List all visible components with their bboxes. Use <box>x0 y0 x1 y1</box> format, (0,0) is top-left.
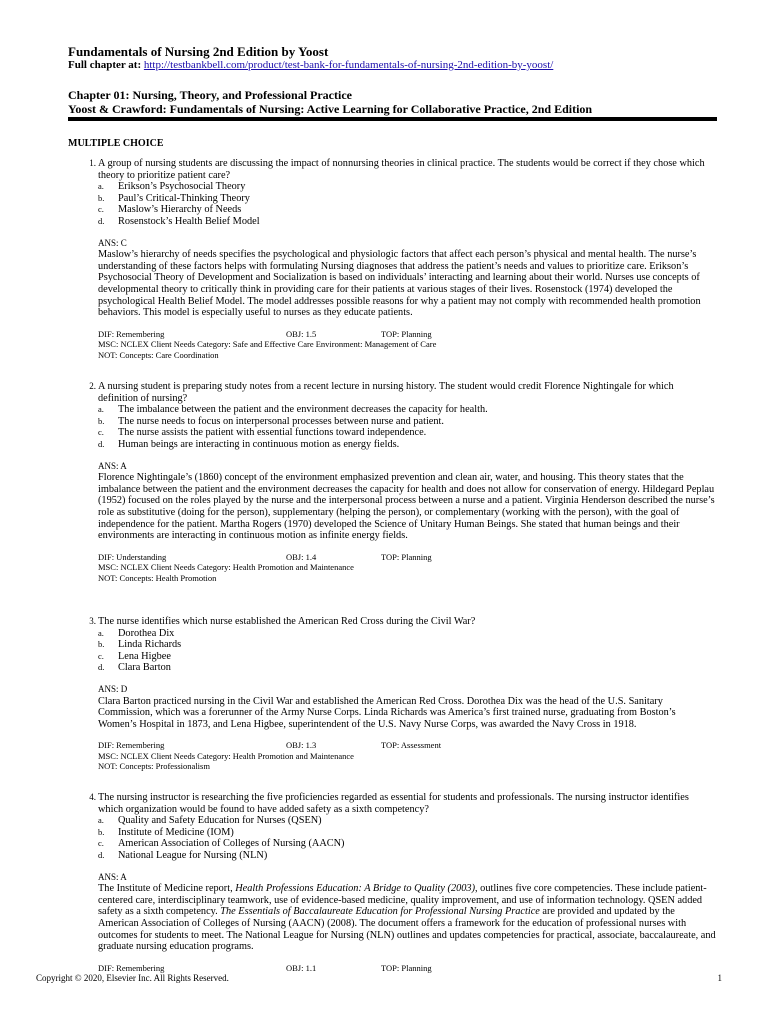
question-1 <box>68 158 718 360</box>
objective: OBJ: 1.5 <box>286 328 317 339</box>
objective: OBJ: 1.3 <box>286 740 317 751</box>
book-title: Fundamentals of Nursing 2nd Edition by Yoost <box>68 44 329 59</box>
difficulty: DIF: Remembering <box>98 328 165 339</box>
answer: ANS: D <box>98 683 128 694</box>
notes: NOT: Concepts: Health Promotion <box>98 572 217 583</box>
rationale: Maslow’s hierarchy of needs specifies the psychological and physiologic factors that affect each person’s physical and mental health. The nurse’s understanding of these factors helps with formulating Nursing diagnoses that address the patient’s needs and values to prioritize care. Erikson’s Psychosocial Theory of Development and Socialization is based on individuals’ interacting and learning about their world. Nurses use concepts of developmental theory to critically think in providing care for their patients at various stages of their lives. Rosenstock (1974) developed the psychological Health Belief Model. The model addresses possible reasons for why a patient may not comply with recommended health promotion behaviors. This model is especially useful to nurses as they educate patients. <box>98 249 701 319</box>
question-4 <box>68 792 718 973</box>
msc: MSC: NCLEX Client Needs Category: Safe and Effective Care Environment: Management of Care <box>98 339 437 350</box>
option-a: a. Dorothea Dix <box>98 627 175 639</box>
difficulty: DIF: Understanding <box>98 551 167 562</box>
book-subtitle: Yoost & Crawford: Fundamentals of Nursing: Active Learning for Collaborative Practice, 2nd Edition <box>68 102 593 116</box>
option-a: a. The imbalance between the patient and the environment decreases the capacity for health. <box>98 404 488 416</box>
option-b: b. Institute of Medicine (IOM) <box>98 826 234 838</box>
option-d: d. Clara Barton <box>98 662 171 674</box>
question-metadata <box>98 740 718 772</box>
option-c: c. Maslow’s Hierarchy of Needs <box>98 204 242 216</box>
copyright-footer: Copyright © 2020, Elsevier Inc. All Rights Reserved. <box>36 973 229 983</box>
question-stem: A group of nursing students are discussing the impact of nonnursing theories in clinical practice. The students would be correct if they chose which theory to prioritize patient care? <box>98 158 705 181</box>
notes: NOT: Concepts: Care Coordination <box>98 349 219 360</box>
full-chapter-link[interactable]: http://testbankbell.com/product/test-bank-for-fundamentals-of-nursing-2nd-edition-by-yoost/ <box>143 59 554 71</box>
answer: ANS: A <box>98 871 127 882</box>
full-chapter-line <box>68 59 553 71</box>
rationale: Clara Barton practiced nursing in the Civil War and established the American Red Cross. Dorothea Dix was the head of the U.S. Sanitary Commission, which was a forerunner of the Army Nurse Corps. Linda Richards was America’s first trained nurse, graduating from Boston’s Women’s Hospital in 1873, and Lena Higbee, superintendent of the U.S. Navy Nurse Corps, was awarded the Navy Cross in 1918. <box>98 695 676 730</box>
option-b: b. Paul’s Critical-Thinking Theory <box>98 192 250 204</box>
question-3 <box>68 616 718 772</box>
answer: ANS: A <box>98 460 127 471</box>
page-number: 1 <box>717 973 722 983</box>
question-metadata <box>98 329 718 361</box>
question-metadata <box>98 963 718 974</box>
option-a: a. Quality and Safety Education for Nurses (QSEN) <box>98 815 322 827</box>
objective: OBJ: 1.1 <box>286 962 317 973</box>
option-c: c. Lena Higbee <box>98 650 171 662</box>
question-2 <box>68 381 718 583</box>
option-a: a. Erikson’s Psychosocial Theory <box>98 181 246 193</box>
msc: MSC: NCLEX Client Needs Category: Health Promotion and Maintenance <box>98 562 354 573</box>
option-d: d. Rosenstock’s Health Belief Model <box>98 215 260 227</box>
msc: MSC: NCLEX Client Needs Category: Health Promotion and Maintenance <box>98 750 354 761</box>
chapter-title: Chapter 01: Nursing, Theory, and Professional Practice <box>68 88 352 102</box>
option-b: b. The nurse needs to focus on interpersonal processes between nurse and patient. <box>98 415 444 427</box>
option-d: d. National League for Nursing (NLN) <box>98 849 268 861</box>
section-title: MULTIPLE CHOICE <box>68 138 164 149</box>
topic: TOP: Planning <box>381 328 432 339</box>
question-number: 4. <box>89 792 96 802</box>
topic: TOP: Assessment <box>381 740 442 751</box>
topic: TOP: Planning <box>381 551 432 562</box>
question-stem: The nursing instructor is researching the five proficiencies regarded as essential for students and professionals. The nursing instructor identifies which organization would be found to have added safety as a sixth competency? <box>98 792 689 815</box>
chapter-heading <box>68 88 592 116</box>
rationale: The Institute of Medicine report, Health Professions Education: A Bridge to Quality (2003), outlines five core competencies. These include patient-centered care, interdisciplinary teamwork, use of evidence-based medicine, quality improvement, and use of information technology. QSEN added safety as a sixth competency. The Essentials of Baccalaureate Education for Professional Nursing Practice are provided and updated by the American Association of Colleges of Nursing (AACN) (2008). The document offers a framework for the education of professional nurses with outcomes for students to meet. The National League for Nursing (NLN) outlines and updates competencies for practical, associate, baccalaureate, and graduate nursing education programs. <box>98 883 716 953</box>
answer: ANS: C <box>98 237 127 248</box>
question-metadata <box>98 552 718 584</box>
objective: OBJ: 1.4 <box>286 551 317 562</box>
question-stem: The nurse identifies which nurse established the American Red Cross during the Civil War? <box>98 616 476 627</box>
question-number: 2. <box>89 381 96 391</box>
question-stem: A nursing student is preparing study notes from a recent lecture in nursing history. The student would credit Florence Nightingale for which definition of nursing? <box>98 381 674 404</box>
option-c: c. American Association of Colleges of Nursing (AACN) <box>98 838 345 850</box>
difficulty: DIF: Remembering <box>98 740 165 751</box>
topic: TOP: Planning <box>381 962 432 973</box>
question-number: 1. <box>89 158 96 168</box>
heading-rule <box>68 117 717 121</box>
full-chapter-label: Full chapter at: <box>68 59 142 71</box>
question-number: 3. <box>89 616 96 626</box>
option-c: c. The nurse assists the patient with essential functions toward independence. <box>98 427 427 439</box>
option-d: d. Human beings are interacting in continuous motion as energy fields. <box>98 438 400 450</box>
difficulty: DIF: Remembering <box>98 962 165 973</box>
notes: NOT: Concepts: Professionalism <box>98 761 210 772</box>
option-b: b. Linda Richards <box>98 639 182 651</box>
rationale: Florence Nightingale’s (1860) concept of the environment emphasized prevention and clean air, water, and housing. This theory states that the imbalance between the patient and the environment decreases the capacity for health and does not allow for conservation of energy. Hildegard Peplau (1952) focused on the roles played by the nurse and the interpersonal process between a nurse and a patient. Virginia Henderson described the nurse’s role as substitutive (doing for the person), supplementary (helping the person), or complementary (working with the person), with the goal of independence for the patient. Martha Rogers (1970) developed the Science of Unitary Human Beings. She stated that human beings and their environments are interacting in continuous motion as infinite energy fields. <box>98 472 715 542</box>
